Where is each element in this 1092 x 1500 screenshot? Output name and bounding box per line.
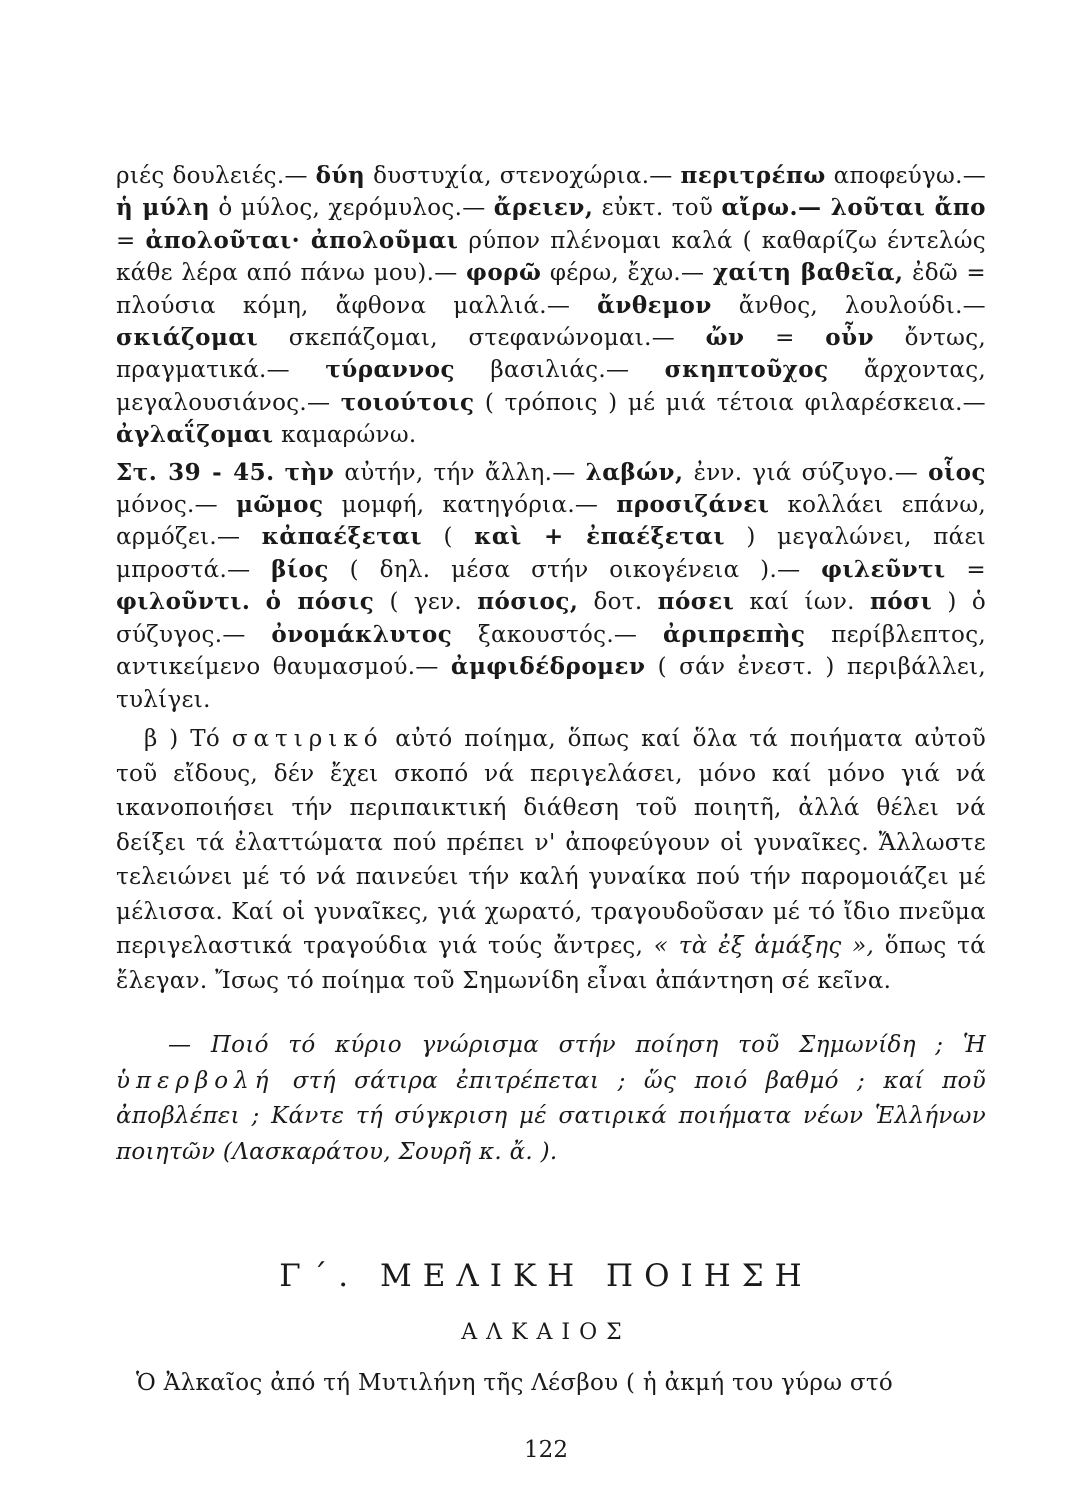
gloss-definition: = — [116, 227, 146, 254]
gloss-definition: ξακουστός.— — [452, 621, 664, 648]
gloss-definition: ( σάν ἐνεστ. ) περιβάλλει, τυλίγει. — [116, 654, 986, 713]
gloss-definition: ( γεν. — [374, 589, 478, 616]
gloss-term: ἀμφιδέδρομεν — [450, 653, 646, 681]
gloss-definition: ἄρχοντας, μεγαλουσιάνος.— — [116, 357, 986, 416]
gloss-definition: βασιλιάς.— — [455, 357, 665, 384]
gloss-definition: ὁ μύλος, χερόμυλος.— — [210, 195, 494, 222]
gloss-term: ἀπολοῦται· ἀπολοῦμαι — [145, 226, 459, 254]
gloss-definition: ) ὁ σύζυγος.— — [116, 589, 986, 648]
gloss-term: μῶμος — [236, 491, 324, 519]
gloss-term: δύη — [315, 162, 366, 189]
gloss-term: πόσιος, — [477, 588, 579, 616]
question-emphasized-word: ὑπερβολή — [116, 1067, 275, 1094]
gloss-definition: ) μεγαλώνει, πάει μπροστά.— — [116, 524, 986, 583]
gloss-term: ἄνθεμον — [597, 291, 712, 319]
gloss-definition: σκεπάζομαι, στεφανώνομαι.— — [258, 325, 706, 352]
gloss-definition: ρύπον πλένομαι καλά ( καθαρίζω έντελώς κάθε λέρα από πάνω μου).— — [116, 227, 986, 287]
glossary-block-verses-1 — [116, 160, 986, 452]
gloss-term: σκηπτοῦχος — [664, 356, 829, 384]
page-number: 122 — [524, 1437, 568, 1463]
gloss-definition: εὐκτ. τοῦ — [593, 195, 722, 222]
gloss-definition: φέρω, ἔχω.— — [541, 260, 713, 287]
gloss-definition: ὄντως, πραγματικά.— — [116, 325, 986, 384]
gloss-definition: δυστυχία, στενοχώρια.— — [365, 163, 681, 189]
gloss-term: φιλεῦντι — [821, 555, 946, 583]
gloss-term: αἴρω.— λοῦται ἄπο — [721, 194, 986, 222]
gloss-definition: ( τρόποις ) μέ μιά τέτοια φιλαρέσκεια.— — [474, 389, 986, 416]
gloss-definition: ἐνν. γιά σύζυγο.— — [683, 459, 929, 486]
gloss-term: τύραννος — [325, 356, 456, 384]
gloss-definition — [275, 460, 285, 486]
gloss-term: οἷος — [928, 458, 986, 486]
gloss-term: προσιζάνει — [616, 491, 770, 519]
gloss-term: ἡ μύλη — [116, 194, 211, 222]
gloss-definition: μομφή, κατηγόρια.— — [323, 492, 617, 519]
gloss-term: ἀγλαΐζομαι — [116, 421, 274, 449]
question-part-2: στή σάτιρα ἐπιτρέπεται ; ὥς ποιό βαθμό ; καί ποῦ ἀποβλέπει ; Κάντε τή σύγκριση μέ σατιρικά ποιήματα νέων Ἑλλήνων ποιητῶν (Λασκαράτου, Σουρῆ κ. ἄ. ). — [116, 1067, 986, 1165]
gloss-definition: ( — [422, 524, 475, 551]
gloss-definition: δοτ. — [578, 589, 658, 616]
gloss-definition: μόνος.— — [116, 492, 237, 519]
gloss-term: ἄρειεν, — [493, 194, 594, 222]
gloss-term: ἀριπρεπὴς — [663, 620, 806, 648]
gloss-term: περιτρέπω — [680, 162, 826, 189]
paragraph-marker: β ) Τό — [144, 726, 221, 752]
gloss-term: τὴν — [284, 458, 335, 486]
body-text-start: Ὁ Ἀλκαῖος ἀπό τή Μυτιλήνη τῆς Λέσβου ( ἡ ἀκμή του γύρω στό — [136, 1370, 894, 1396]
gloss-term: τοιούτοις — [340, 388, 475, 416]
gloss-definition: = — [744, 325, 826, 352]
gloss-term: καὶ + ἐπαέξεται — [474, 523, 725, 551]
gloss-term: ὀνομάκλυτος — [271, 620, 453, 648]
gloss-definition: ἐδῶ = πλούσια κόμη, ἄφθονα μαλλιά.— — [116, 260, 986, 319]
paragraph-quote: « τὰ ἐξ ἁμάξης », — [653, 933, 875, 959]
gloss-term: πόσει — [657, 588, 735, 616]
author-heading: ΑΛΚΑΙΟΣ — [461, 1320, 631, 1345]
gloss-definition: κολλάει επάνω, αρμόζει.— — [116, 492, 987, 551]
gloss-term: ὁ πόσις — [265, 588, 375, 616]
gloss-term: φιλοῦντι. — [116, 588, 251, 616]
gloss-definition: ριές δουλειές.— — [116, 163, 316, 189]
glossary-block-verses-39-45 — [116, 457, 986, 716]
gloss-definition: ( δηλ. μέσα στήν οικογένεια ).— — [328, 556, 822, 583]
gloss-definition: καμαρώνω. — [273, 422, 417, 449]
gloss-definition: αὐτήν, τήν ἄλλη.— — [334, 459, 586, 486]
gloss-term: κἀπαέξεται — [261, 523, 423, 551]
paragraph-text-b: ὅπως τά ἔλεγαν. Ἴσως τό ποίημα τοῦ Σημωνίδη εἶναι ἀπάντηση σέ κεῖνα. — [116, 933, 986, 994]
gloss-term: οὖν — [825, 324, 875, 352]
gloss-term: φορῶ — [466, 259, 542, 287]
gloss-definition: = — [945, 556, 986, 583]
commentary-paragraph — [116, 722, 986, 998]
gloss-term: χαίτη βαθεῖα, — [712, 259, 904, 287]
gloss-term: πόσι — [869, 588, 933, 616]
paragraph-text-a: αὐτό ποίημα, ὅπως καί ὅλα τά ποιήματα αὐτοῦ τοῦ εἴδους, δέν ἔχει σκοπό νά περιγελάσει, μόνο καί μόνο γιά νά ικανοποιήσει τήν περιπαικτική διάθεση τοῦ ποιητῆ, ἀλλά θέλει νά δείξει τά ἐλαττώματα πού πρέπει ν' ἀποφεύγουν οἱ γυναῖκες. Ἄλλωστε τελειώνει μέ τό νά παινεύει τήν καλή γυναίκα πού τήν παρομοιάζει μέ μέλισσα. Καί οἱ γυναῖκες, γιά χωρατό, τραγουδοῦσαν μέ τό ἴδιο πνεῦμα περιγελαστικά τραγούδια γιά τούς ἄντρες, — [116, 726, 986, 959]
gloss-term: ὤν — [705, 324, 745, 352]
gloss-definition: καί ίων. — [734, 589, 870, 616]
gloss-definition: περίβλεπτος, αντικείμενο θαυμασμού.— — [116, 621, 986, 681]
gloss-term: Στ. 39 - 45. — [116, 458, 275, 486]
question-part-1: — Ποιό τό κύριο γνώρισμα στήν ποίηση τοῦ Σημωνίδη ; Ἡ — [168, 1032, 986, 1058]
gloss-definition: ἄνθος, λουλούδι.— — [711, 292, 986, 319]
gloss-definition — [250, 589, 265, 615]
gloss-definition: αποφεύγω.— — [825, 163, 986, 189]
section-heading: Γ΄. ΜΕΛΙΚΗ ΠΟΙΗΣΗ — [279, 1258, 813, 1294]
gloss-term: λαβών, — [585, 458, 684, 486]
emphasized-word: σατιρικό — [231, 726, 384, 752]
gloss-term: βίος — [271, 555, 329, 583]
study-question — [116, 1028, 986, 1170]
gloss-term: σκιάζομαι — [116, 324, 259, 352]
glossary-notes — [116, 160, 986, 716]
